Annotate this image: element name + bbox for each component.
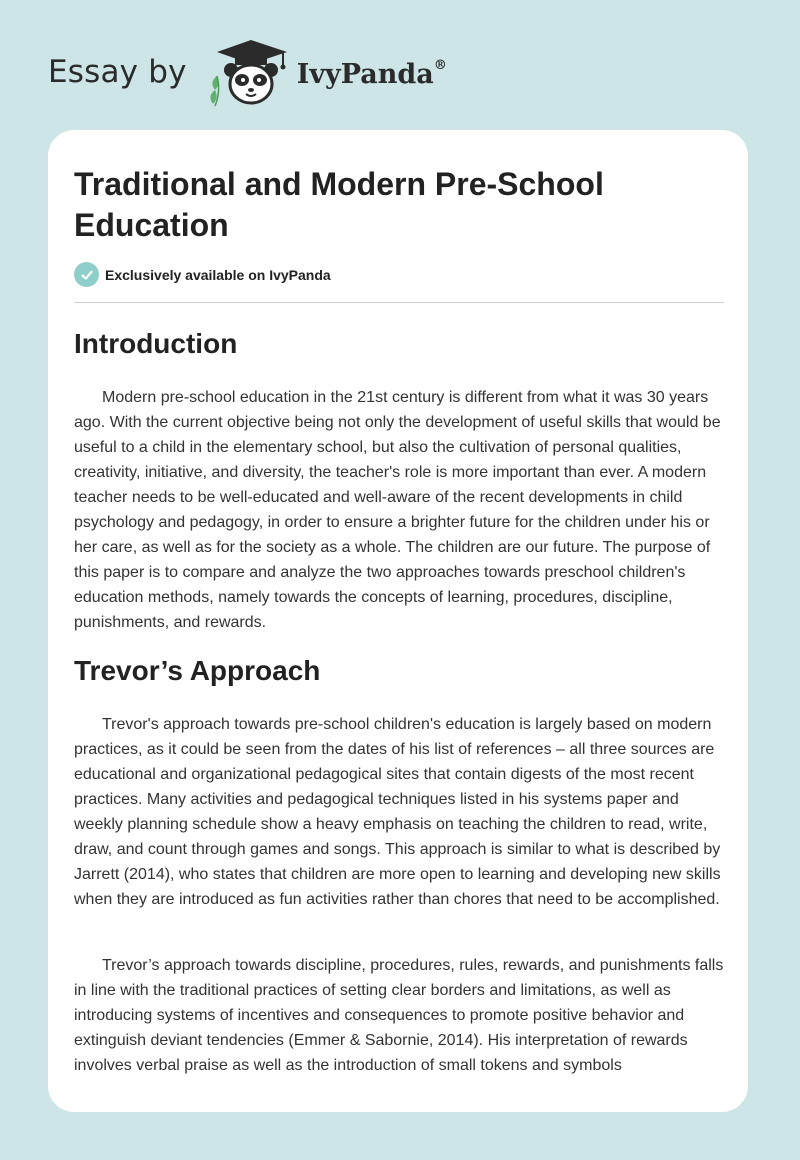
section-heading-introduction: Introduction (74, 328, 238, 359)
panda-logo-icon (203, 36, 293, 108)
paragraph-trevors-approach-1: Trevor's approach towards pre-school children's education is largely based on modern practices, as it could be seen from the dates of his list of references – all three sources are educational and organizational pedagogical sites that contain digests of the most recent practices. Many activities and pedagogical techniques listed in his systems paper and weekly planning schedule show a heavy emphasis on teaching the children to read, write, draw, and count through games and songs. This approach is similar to what is described by Jarrett (2014), who states that children are more open to learning and developing new skills when they are introduced as fun activities rather than chores that need to be accomplished. (74, 716, 721, 908)
divider (74, 302, 724, 303)
site-header (48, 36, 447, 108)
check-circle-icon (74, 262, 99, 287)
paragraph-introduction: Modern pre-school education in the 21st century is different from what it was 30 years ago. With the current objective being not only the development of useful skills that would be useful to a child in the elementary school, but also the cultivation of personal qualities, creativity, initiative, and diversity, the teacher's role is more important than ever. A modern teacher needs to be well-educated and well-aware of the recent developments in child psychology and pedagogy, in order to ensure a brighter future for the children under his or her care, as well as for the society as a whole. The children are our future. The purpose of this paper is to compare and analyze the two approaches towards preschool children's education methods, namely towards the concepts of learning, procedures, discipline, punishments, and rewards. (74, 389, 721, 631)
essay-by-label: Essay by (48, 54, 187, 90)
exclusive-badge (74, 262, 331, 287)
essay-card (48, 130, 748, 1112)
paragraph-trevors-approach-2: Trevor’s approach towards discipline, procedures, rules, rewards, and punishments falls in line with the traditional practices of setting clear borders and limitations, as well as introducing systems of incentives and consequences to promote positive behavior and extinguish deviant tendencies (Emmer & Sabornie, 2014). His interpretation of rewards involves verbal praise as well as the introduction of small tokens and symbols (74, 957, 724, 1074)
essay-title: Traditional and Modern Pre-School Education (74, 166, 604, 243)
section-heading-trevors-approach: Trevor’s Approach (74, 655, 321, 686)
brand-name (297, 59, 447, 90)
exclusive-label: Exclusively available on IvyPanda (105, 266, 331, 283)
registered-mark: ® (433, 57, 447, 73)
brand-text: IvyPanda (296, 58, 434, 90)
